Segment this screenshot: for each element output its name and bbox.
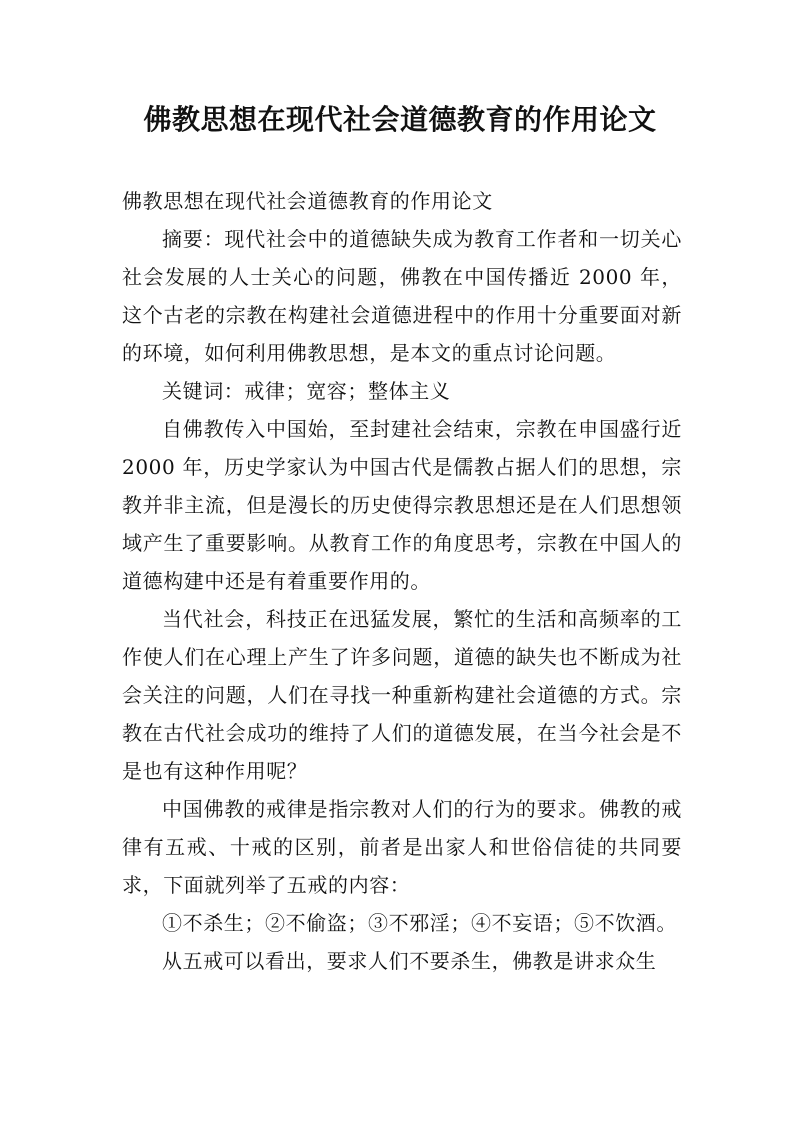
five-precepts-list: ①不杀生；②不偷盗；③不邪淫；④不妄语；⑤不饮酒。 <box>162 911 677 935</box>
abstract-paragraph: 摘要：现代社会中的道德缺失成为教育工作者和一切关心社会发展的人士关心的问题，佛教在中国传播近 2000 年，这个古老的宗教在构建社会道德进程中的作用十分重要面对新的环境，如何利用佛教思想，是本文的重点讨论问题。 <box>122 227 682 365</box>
body-paragraph: 从五戒可以看出，要求人们不要杀生，佛教是讲求众生 <box>162 949 657 973</box>
body-paragraph: 中国佛教的戒律是指宗教对人们的行为的要求。佛教的戒律有五戒、十戒的区别，前者是出家人和世俗信徒的共同要求，下面就列举了五戒的内容： <box>122 797 682 897</box>
document-body <box>122 182 682 980</box>
body-paragraph: 当代社会，科技正在迅猛发展，繁忙的生活和高频率的工作使人们在心理上产生了许多问题，道德的缺失也不断成为社会关注的问题，人们在寻找一种重新构建社会道德的方式。宗教在古代社会成功的维持了人们的道德发展，在当今社会是不是也有这种作用呢？ <box>122 607 682 783</box>
body-paragraph: 自佛教传入中国始，至封建社会结束，宗教在申国盛行近 2000 年，历史学家认为中国古代是儒教占据人们的思想，宗教并非主流，但是漫长的历史使得宗教思想还是在人们思想领域产生了重要影响。从教育工作的角度思考，宗教在中国人的道德构建中还是有着重要作用的。 <box>122 417 682 593</box>
subtitle-paragraph: 佛教思想在现代社会道德教育的作用论文 <box>122 189 493 213</box>
keywords-paragraph: 关键词：戒律；宽容；整体主义 <box>162 379 451 403</box>
document-title: 佛教思想在现代社会道德教育的作用论文 <box>143 103 657 136</box>
